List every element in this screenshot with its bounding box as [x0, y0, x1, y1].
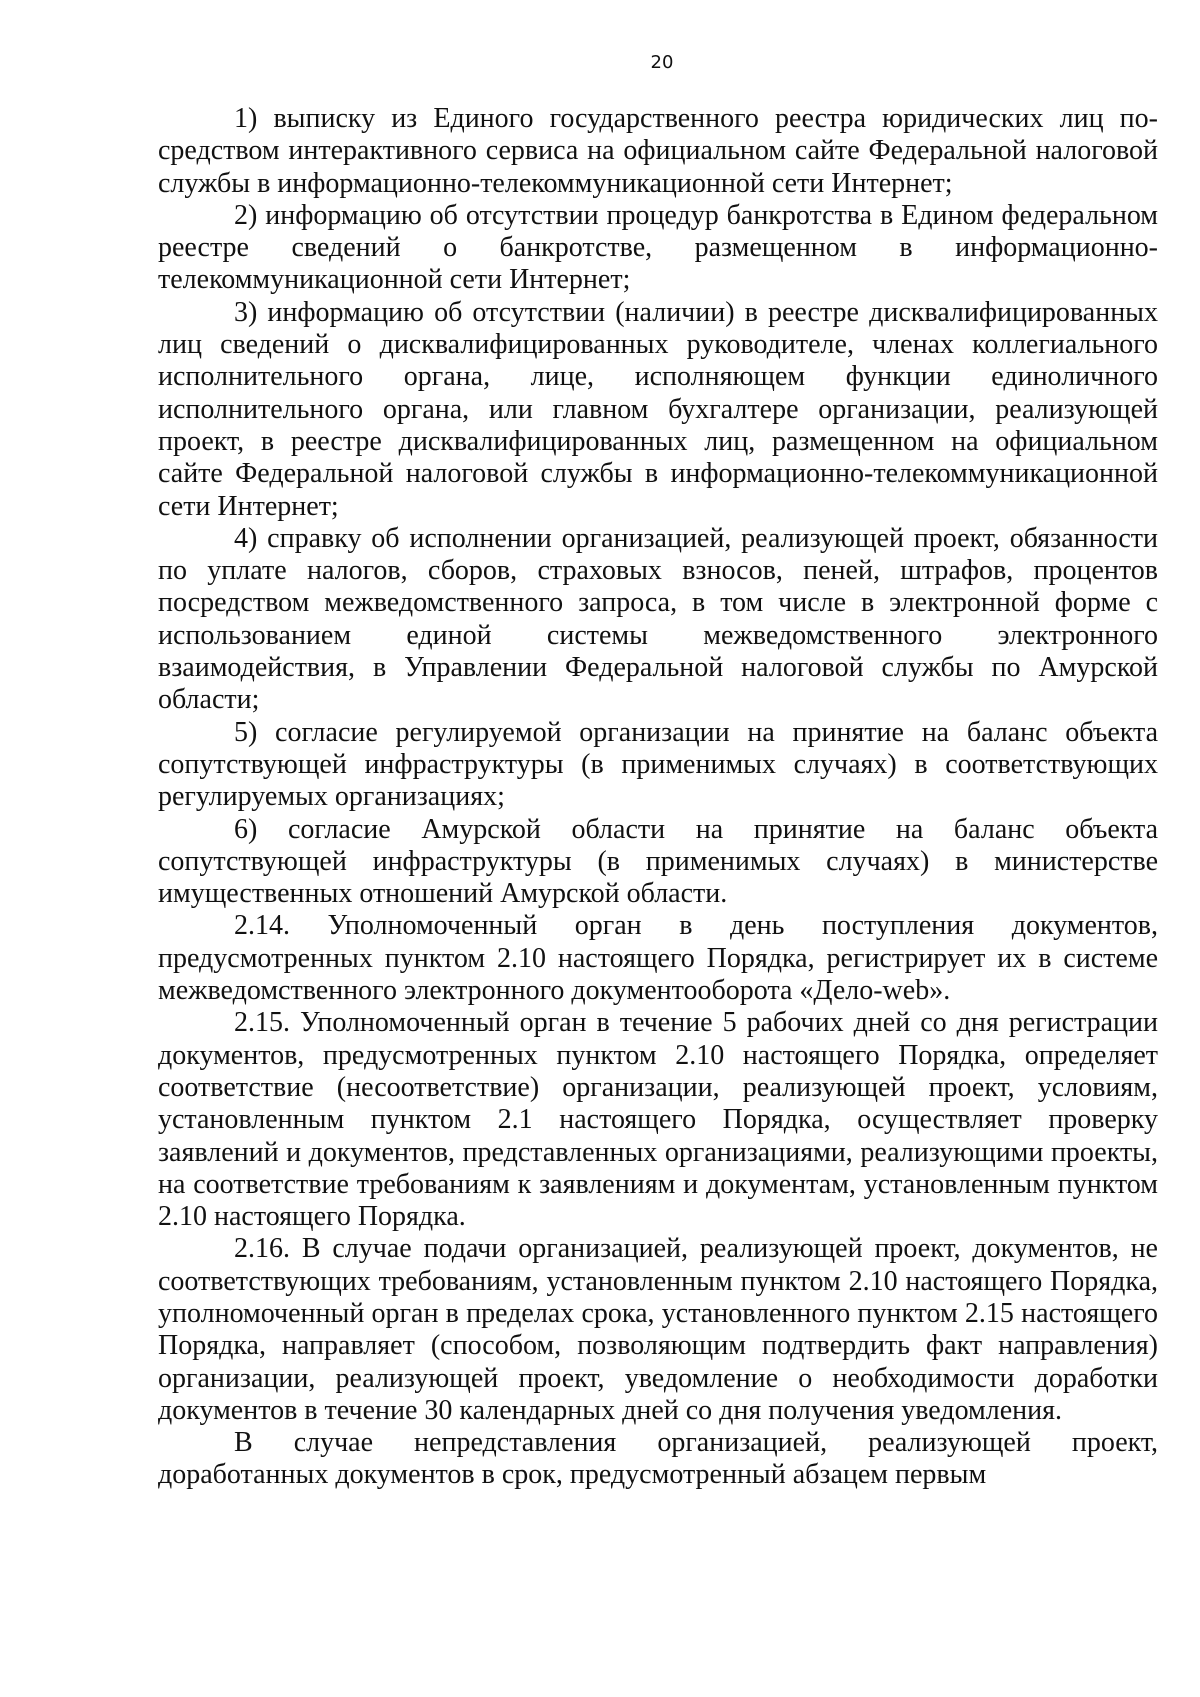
list-item-5: 5) согласие регулируемой организации на принятие на баланс объекта сопутствующей инфраструктуры (в применимых случаях) в соответствующих регулируемых организациях; [158, 716, 1158, 813]
list-item-6: 6) согласие Амурской области на принятие на баланс объекта сопутствующей инфраструктуры (в применимых случаях) в министерстве имущественных отношений Амурской области. [158, 813, 1158, 910]
list-item-1: 1) выписку из Единого государственного реестра юридических лиц посредством интерактивного сервиса на официальном сайте Федеральной налоговой службы в информационно-телекоммуникационной сети Интернет; [158, 103, 1158, 199]
page-number: 20 [650, 52, 674, 73]
clause-2-14: 2.14. Уполномоченный орган в день поступления документов, предусмотренных пунктом 2.10 настоящего Порядка, регистрирует их в системе межведомственного электронного документооборота «Дело-web». [158, 910, 1158, 1007]
clause-2-16-paragraph-2: В случае непредставления организацией, реализующей проект, доработанных документов в срок, предусмотренный абзацем первым [158, 1427, 1158, 1491]
list-item-2: 2) информацию об отсутствии процедур банкротства в Едином федеральном реестре сведений о банкротстве, размещенном в информационно-телекоммуникационной сети Интернет; [158, 199, 1158, 296]
document-body [158, 103, 1158, 1492]
clause-2-16: 2.16. В случае подачи организацией, реализующей проект, документов, не соответствующих требованиям, установленным пунктом 2.10 настоящего Порядка, уполномоченный орган в пределах срока, установленного пунктом 2.15 настоящего Порядка, направляет (способом, позволяющим подтвердить факт направления) организации, реализующей проект, уведомление о необходимости доработки документов в течение 30 календарных дней со дня получения уведомления. [158, 1233, 1158, 1426]
list-item-4: 4) справку об исполнении организацией, реализующей проект, обязанности по уплате налогов, сборов, страховых взносов, пеней, штрафов, процентов посредством межведомственного запроса, в том числе в электронной форме с использованием единой системы межведомственного электронного взаимодействия, в Управлении Федеральной налоговой службы по Амурской области; [158, 522, 1158, 716]
list-item-3: 3) информацию об отсутствии (наличии) в реестре дисквалифицированных лиц сведений о дисквалифицированных руководителе, членах коллегиального исполнительного органа, лице, исполняющем функции единоличного исполнительного органа, или главном бухгалтере организации, реализующей проект, в реестре дисквалифицированных лиц, размещенном на официальном сайте Федеральной налоговой службы в информационно-телекоммуникационной сети Интернет; [158, 296, 1158, 522]
clause-2-15: 2.15. Уполномоченный орган в течение 5 рабочих дней со дня регистрации документов, предусмотренных пунктом 2.10 настоящего Порядка, определяет соответствие (несоответствие) организации, реализующей проект, условиям, установленным пунктом 2.1 настоящего Порядка, осуществляет проверку заявлений и документов, представленных организациями, реализующими проекты, на соответствие требованиям к заявлениям и документам, установленным пунктом 2.10 настоящего Порядка. [158, 1007, 1158, 1233]
